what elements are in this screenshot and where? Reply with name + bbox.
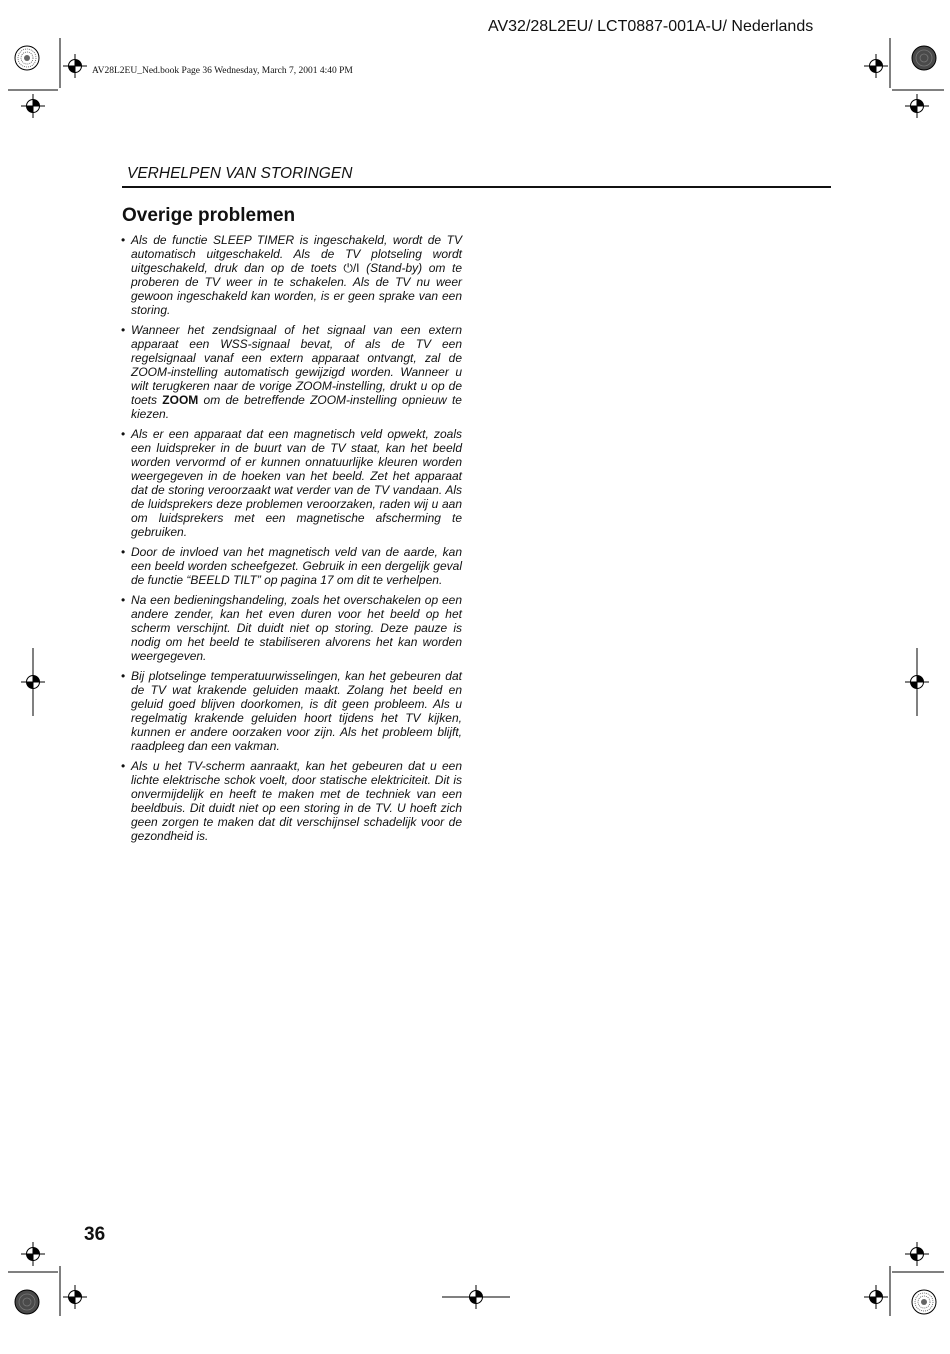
list-item: • Als er een apparaat dat een magnetisch veld opwekt, zoals een luidspreker in de buurt van de TV staat, kan het beeld worden vervormd of er kunnen onnatuurlijke kleuren worden weergegeven in de hoeken van het beeld. Zet het apparaat dat de storing veroorzaakt wat verder van de TV vandaan. Als de luidsprekers deze problemen veroorzaken, raden wij u aan om luidsprekers met een magnetische afscherming te gebruiken. (121, 427, 462, 539)
section-title: VERHELPEN VAN STORINGEN (127, 165, 353, 182)
page-number: 36 (84, 1224, 106, 1245)
bullet-dot: • (121, 233, 126, 247)
document-id-header: AV32/28L2EU/ LCT0887-001A-U/ Nederlands (488, 18, 814, 35)
page-heading: Overige problemen (122, 205, 296, 226)
list-item: • Door de invloed van het magnetisch veld van de aarde, kan een beeld worden scheefgezet. Gebruik in een dergelijk geval de functie “BEELD TILT” op pagina 17 om dit te verhelpen. (121, 545, 462, 587)
file-stamp: AV28L2EU_Ned.book Page 36 Wednesday, March 7, 2001 4:40 PM (92, 66, 353, 76)
list-item: • Na een bedieningshandeling, zoals het overschakelen op een andere zender, kan het even duren voor het beeld op het scherm verschijnt. Dit duidt niet op storing. Deze pauze is nodig om het beeld te stabiliseren alvorens het kan worden weergegeven. (121, 593, 462, 663)
section-divider (122, 186, 831, 188)
bullet-dot: • (121, 545, 126, 559)
standby-power-icon: ⏻/I (343, 261, 360, 275)
bullet-dot: • (121, 323, 126, 337)
list-item: • Als de functie SLEEP TIMER is ingeschakeld, wordt de TV automatisch uitgeschakeld. Als de TV plotseling wordt uitgeschakeld, druk dan op de toets ⏻/I (Stand-by) om te proberen de TV weer in te schakelen. Als de TV nu weer gewoon ingeschakeld kan worden, is er geen sprake van een storing. (121, 233, 463, 317)
bullet-dot: • (121, 593, 126, 607)
bullet-dot: • (121, 759, 126, 773)
list-item: • Wanneer het zendsignaal of het signaal van een extern apparaat een WSS-signaal bevat, of als de TV een regelsignaal vanaf een extern apparaat ontvangt, zal de ZOOM-instelling automatisch gewijzigd worden. Wanneer u wilt terugkeren naar de vorige ZOOM-instelling, drukt u op de toets ZOOM om de betreffende ZOOM-instelling opnieuw te kiezen. (121, 323, 462, 421)
zoom-key-label: ZOOM (162, 393, 199, 407)
list-item: • Bij plotselinge temperatuurwisselingen, kan het gebeuren dat de TV wat krakende geluiden maakt. Zolang het beeld en geluid goed blijven doorkomen, is dit geen probleem. Als u regelmatig krakende geluiden hoort tijdens het TV kijken, kunnen er andere oorzaken voor zijn. Als het probleem blijft, raadpleeg dan een vakman. (121, 669, 462, 753)
list-item: • Als u het TV-scherm aanraakt, kan het gebeuren dat u een lichte elektrische schok voelt, door statische elektriciteit. Dit is onvermijdelijk en heeft te maken met de techniek van een beeldbuis. Dit duidt niet op een storing in de TV. U hoeft zich geen zorgen te maken dat dit verschijnsel schadelijk voor de gezondheid is. (121, 759, 462, 843)
problem-list (120, 233, 462, 849)
bullet-dot: • (121, 669, 126, 683)
bullet-dot: • (121, 427, 126, 441)
